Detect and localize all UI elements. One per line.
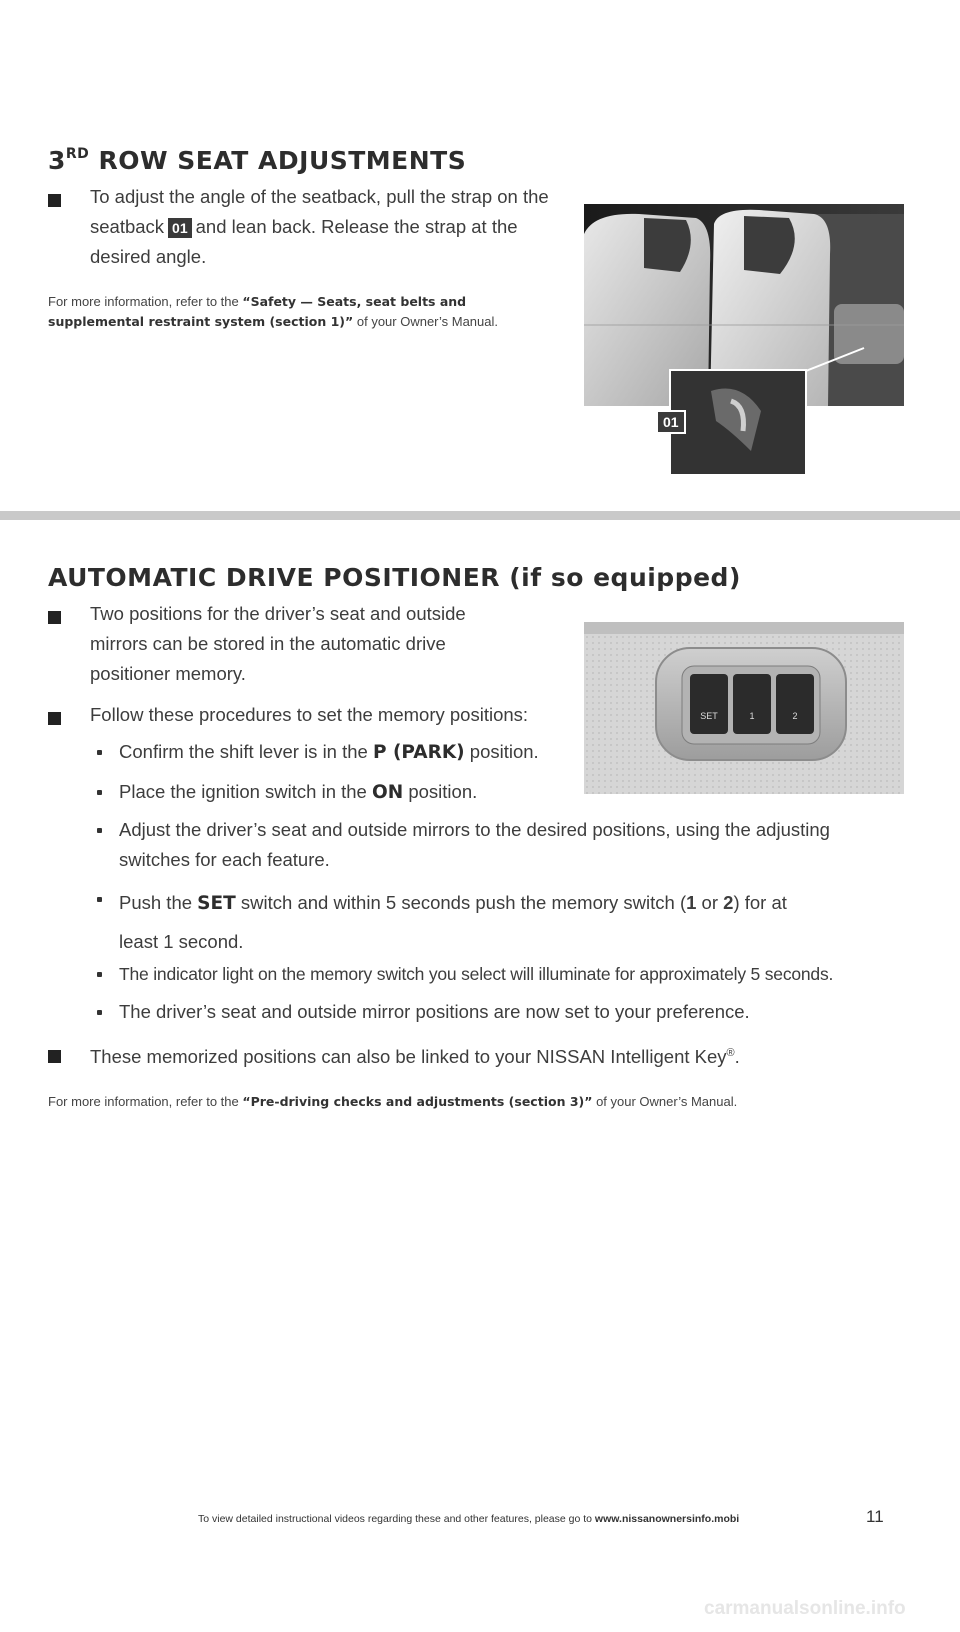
watermark-text: carmanualsonline.info xyxy=(704,1598,906,1619)
strap-illustration xyxy=(671,371,805,474)
follow-procedures-text: Follow these procedures to set the memory positions: xyxy=(90,704,529,725)
bullet-square-icon xyxy=(48,1050,61,1063)
bullet-square-icon xyxy=(48,712,61,725)
footer-url-link[interactable]: www.nissanownersinfo.mobi xyxy=(594,1513,740,1525)
switch-label-1: 1 xyxy=(749,711,755,721)
strap-inset-photo xyxy=(669,369,807,476)
sub-bullet-dot xyxy=(97,750,102,755)
section-divider xyxy=(0,511,960,520)
sub-bullet-dot xyxy=(97,972,102,977)
footer-videos-note: To view detailed instructional videos regarding these and other features, please go to www.nissanownersinfo.mobi xyxy=(198,1513,740,1525)
step-adjust-mirrors: Adjust the driver’s seat and outside mirrors to the desired positions, using the adjusting switches for each feature. xyxy=(119,819,830,870)
switch-label-2: 2 xyxy=(792,711,798,721)
sub-bullet-dot xyxy=(97,790,102,795)
page-number: 11 xyxy=(866,1507,884,1526)
section-title-auto-drive-positioner: AUTOMATIC DRIVE POSITIONER (if so equipped) xyxy=(48,563,741,592)
bullet-square-icon xyxy=(48,611,61,624)
switch-label-set: SET xyxy=(700,711,718,721)
sub-bullet-dot xyxy=(97,1010,102,1015)
memory-switch-photo xyxy=(584,622,904,794)
reference-note-1: For more information, refer to the “Safety — Seats, seat belts and supplemental restraint system (section 1)” of your Owner’s Manual. xyxy=(48,294,499,329)
callout-badge: 01 xyxy=(168,218,192,238)
section-title-3rd-row: 3RD ROW SEAT ADJUSTMENTS xyxy=(48,145,467,175)
step-positions-set: The driver’s seat and outside mirror positions are now set to your preference. xyxy=(119,1001,750,1022)
step-shift-lever: Confirm the shift lever is in the P (PARK) position. xyxy=(119,741,539,763)
intelligent-key-text: These memorized positions can also be linked to your NISSAN Intelligent Key®. xyxy=(90,1046,740,1068)
memory-switch-illustration xyxy=(584,622,904,794)
image-callout-badge: 01 xyxy=(656,410,686,434)
step-ignition: Place the ignition switch in the ON position. xyxy=(119,781,478,803)
seatback-instruction: To adjust the angle of the seatback, pull the strap on the seatback 01 and lean back. Release the strap at the desired angle. xyxy=(90,186,549,267)
two-positions-text: Two positions for the driver’s seat and outside mirrors can be stored in the automatic drive positioner memory. xyxy=(90,603,466,684)
sub-bullet-dot xyxy=(97,828,102,833)
step-indicator-light: The indicator light on the memory switch you select will illuminate for approximately 5 seconds. xyxy=(119,964,834,984)
sub-bullet-dot xyxy=(97,897,102,902)
step-push-set: Push the SET switch and within 5 seconds push the memory switch (1 or 2) for at least 1 second. xyxy=(119,892,787,952)
reference-note-2: For more information, refer to the “Pre-driving checks and adjustments (section 3)” of your Owner’s Manual. xyxy=(48,1094,738,1109)
bullet-square-icon xyxy=(48,194,61,207)
